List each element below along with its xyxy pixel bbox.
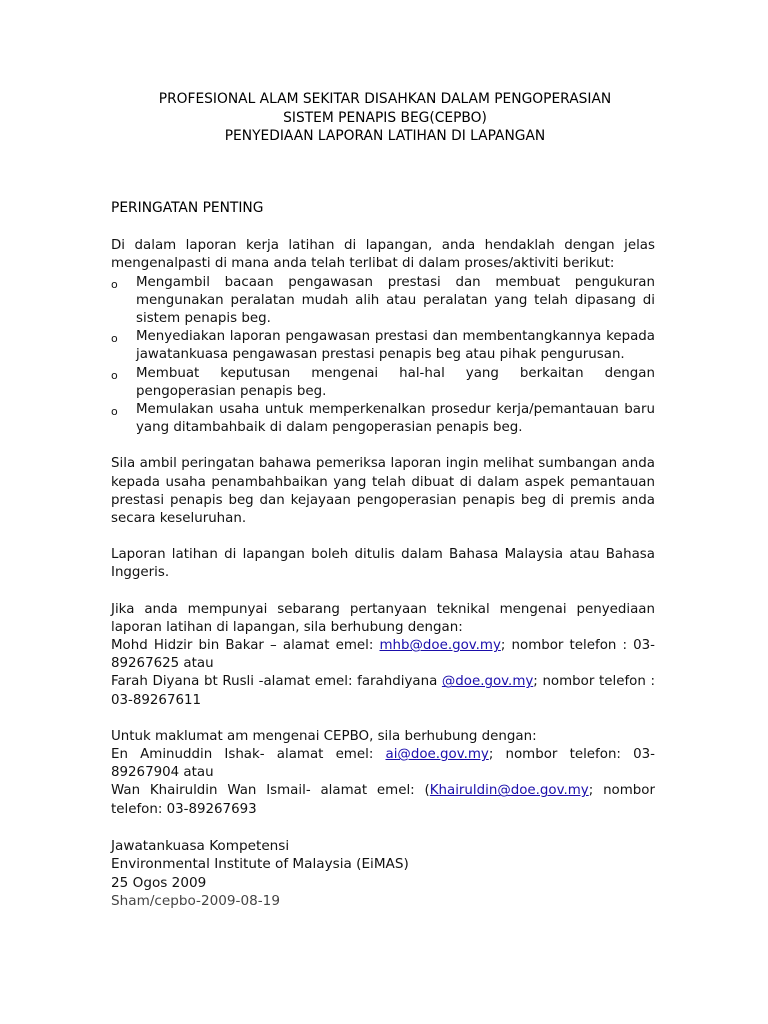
email-link[interactable]: @doe.gov.my xyxy=(441,674,534,690)
contact-phone: 89267904 atau xyxy=(111,765,214,781)
list-item xyxy=(111,401,655,437)
title-line-1: PROFESIONAL ALAM SEKITAR DISAHKAN DALAM PENGOPERASIAN xyxy=(158,91,612,107)
bullet-marker: o xyxy=(111,405,118,419)
technical-intro: Jika anda mempunyai sebarang pertanyaan teknikal mengenai penyediaan laporan latihan di lapangan, sila berhubung dengan: xyxy=(111,601,655,635)
contact-text: ; nombor telefon: 03- xyxy=(488,747,655,763)
contact-text: En Aminuddin Ishak- alamat emel: xyxy=(111,747,386,763)
contact-text: Farah Diyana bt Rusli -alamat emel: farahdiyana xyxy=(111,674,442,690)
institute-name: Environmental Institute of Malaysia (EiMAS) xyxy=(111,856,409,873)
committee-name: Jawatankuasa Kompetensi xyxy=(111,837,290,854)
general-contacts xyxy=(111,728,655,819)
contact-text: ; nombor telefon : xyxy=(533,674,655,690)
list-item xyxy=(111,274,655,329)
general-intro: Untuk maklumat am mengenai CEPBO, sila berhubung dengan: xyxy=(111,728,537,744)
language-paragraph: Laporan latihan di lapangan boleh ditulis dalam Bahasa Malaysia atau Bahasa Inggeris. xyxy=(111,547,655,581)
list-item-text: Memulakan usaha untuk memperkenalkan prosedur kerja/pemantauan baru yang ditambahbaik di dalam pengoperasian penapis beg. xyxy=(136,402,655,436)
contact-phone: telefon: 03-89267693 xyxy=(111,801,257,817)
list-item-text: Mengambil bacaan pengawasan prestasi dan membuat pengukuran mengunakan peralatan mudah alih atau peralatan yang telah dipasang di sistem penapis beg. xyxy=(136,274,655,327)
bullet-marker: o xyxy=(111,277,118,291)
title-line-2: SISTEM PENAPIS BEG(CEPBO) xyxy=(283,109,487,126)
document-body xyxy=(111,199,655,911)
technical-contact-1 xyxy=(111,637,655,655)
bullet-marker: o xyxy=(111,368,118,382)
email-link[interactable]: ai@doe.gov.my xyxy=(385,747,489,763)
contact-text: ; nombor xyxy=(588,783,655,799)
title-line-3: PENYEDIAAN LAPORAN LATIHAN DI LAPANGAN xyxy=(224,128,546,144)
activity-list xyxy=(111,274,655,438)
email-link[interactable]: mhb@doe.gov.my xyxy=(379,638,501,654)
contact-text: Wan Khairuldin Wan Ismail- alamat emel: ( xyxy=(111,783,430,799)
list-item xyxy=(111,328,655,364)
technical-contact-2 xyxy=(111,673,655,691)
reference-code: Sham/cepbo-2009-08-19 xyxy=(111,893,280,910)
contact-phone: 89267625 atau xyxy=(111,656,214,672)
contact-text: Mohd Hidzir bin Bakar – alamat emel: xyxy=(111,638,380,654)
document-title xyxy=(90,90,680,146)
contact-phone: 03-89267611 xyxy=(111,692,202,708)
list-item-text: Membuat keputusan mengenai hal-hal yang berkaitan dengan pengoperasian penapis beg. xyxy=(136,365,655,399)
document-date: 25 Ogos 2009 xyxy=(111,874,207,891)
contact-text: ; nombor telefon : 03- xyxy=(500,638,655,654)
intro-paragraph: Di dalam laporan kerja latihan di lapangan, anda hendaklah dengan jelas mengenalpasti di mana anda telah terlibat di dalam proses/aktiviti berikut: xyxy=(111,238,655,272)
technical-contacts xyxy=(111,601,655,710)
general-contact-2 xyxy=(111,782,655,800)
signature-block xyxy=(111,837,655,911)
bullet-marker: o xyxy=(111,332,118,346)
section-heading: PERINGATAN PENTING xyxy=(111,200,264,216)
list-item xyxy=(111,365,655,401)
reminder-paragraph: Sila ambil peringatan bahawa pemeriksa laporan ingin melihat sumbangan anda kepada usaha penambahbaikan yang telah dibuat di dalam aspek pemantauan prestasi penapis beg dan kejayaan pengoperasian penapis beg di premis anda secara keseluruhan. xyxy=(111,456,655,527)
email-link[interactable]: Khairuldin@doe.gov.my xyxy=(429,783,589,799)
list-item-text: Menyediakan laporan pengawasan prestasi dan membentangkannya kepada jawatankuasa pengawasan prestasi penapis beg atau pihak pengurusan. xyxy=(136,329,655,363)
general-contact-1 xyxy=(111,746,655,764)
